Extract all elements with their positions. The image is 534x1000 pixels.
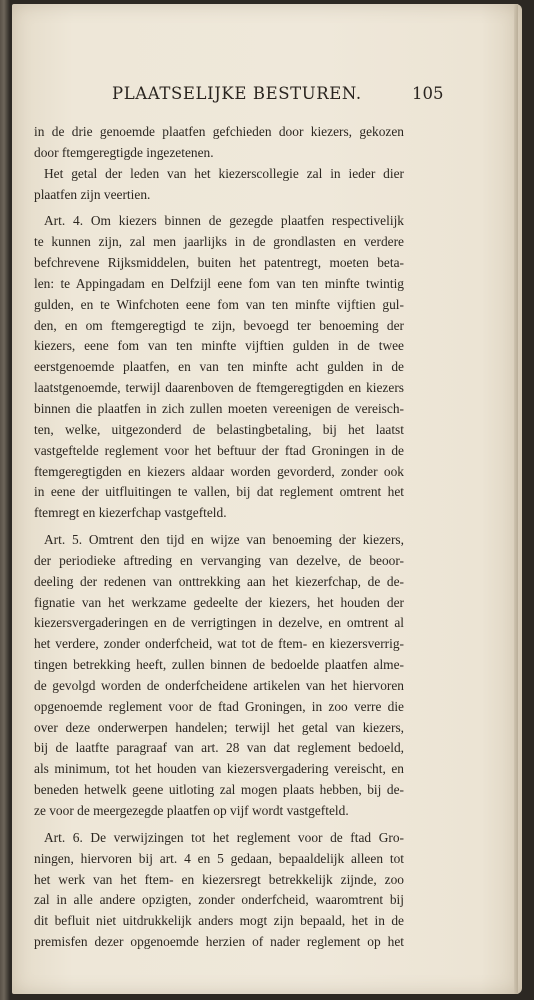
paragraph	[34, 211, 404, 524]
text-line: tingen betrekking heeft, zullen binnen de bedoelde plaatfen alme-	[34, 657, 404, 673]
text-line: fignatie van het werkzame gedeelte der kiezers, het houden der	[34, 594, 404, 610]
text-line: het werk van het ftem- en kiezersregt betrekkelijk zijnde, zoo	[34, 871, 404, 887]
text-line: opgenoemde reglement voor de ftad Groningen, in zoo verre die	[34, 698, 404, 714]
text-line: len: te Appingadam en Delfzijl eene fom van ten minfte twintig	[34, 275, 404, 291]
text-line: plaatfen zijn veertien.	[34, 186, 151, 202]
text-line: kiezers, eene fom van ten minfte vijftien gulden in de twee	[34, 338, 404, 354]
paragraph	[34, 164, 404, 206]
text-line: ftemgeregtigden en kiezers aldaar worden gevorderd, zonder ook	[34, 463, 404, 479]
running-title: PLAATSELIJKE BESTUREN.	[112, 84, 362, 103]
paragraph	[34, 530, 404, 822]
text-line: gulden, en te Winfchoten eene fom van ten minfte vijftien gul-	[34, 296, 404, 312]
text-line: de gevolgd worden de onderfcheidene artikelen van het hiervoren	[34, 677, 404, 693]
text-line: befchrevene Rijksmiddelen, buiten het patentregt, moeten beta-	[34, 255, 404, 271]
running-head	[12, 84, 522, 108]
book-page	[12, 4, 522, 994]
text-line: ten, welke, uitgezonderd de belastingbetaling, bij het laatst	[34, 421, 404, 437]
text-line: ftemregt en kiezerfchap vastgefteld.	[34, 505, 227, 521]
text-line: zal in alle andere opzigten, zonder onderfcheid, waaromtrent bij	[34, 892, 404, 908]
paragraph	[34, 122, 404, 164]
page-edge	[514, 4, 518, 994]
text-line: binnen die plaatfen in zich zullen moeten vereenigen de vereisch-	[34, 400, 404, 416]
text-line: over deze onderwerpen handelen; terwijl het getal van kiezers,	[34, 719, 404, 735]
text-line: ze voor de meergezegde plaatfen op vijf wordt vastgefteld.	[34, 803, 349, 818]
text-line: het verdere, zonder onderfcheid, wat tot de ftem- en kiezersverrig-	[34, 636, 404, 652]
text-line: der periodieke aftreding en vervanging van dezelve, de beoor-	[34, 552, 404, 568]
text-line: dit befluit niet uitdrukkelijk anders mogt zijn bepaald, het in de	[34, 913, 404, 929]
text-line: door ftemgeregtigde ingezetenen.	[34, 144, 214, 160]
text-line: beneden hetwelk geene uitloting zal mogen plaats hebben, bij de-	[34, 782, 404, 798]
text-line: in de drie genoemde plaatfen gefchieden door kiezers, gekozen	[34, 124, 404, 139]
text-line: bij de laatfte paragraaf van art. 28 van dat reglement bedoeld,	[34, 740, 404, 756]
paragraph	[34, 828, 404, 953]
text-line: laatstgenoemde, terwijl daarenboven de ftemgeregtigden en kiezers	[34, 380, 404, 396]
text-line: deeling der redenen van onttrekking aan het kiezerfchap, de de-	[34, 573, 404, 589]
page-number: 105	[412, 84, 444, 103]
text-line: ningen, hiervoren bij art. 4 en 5 gedaan, bepaaldelijk alleen tot	[34, 850, 404, 866]
text-line: kiezersvergaderingen en de verrigtingen in dezelve, en omtrent al	[34, 615, 404, 631]
text-line: te kunnen zijn, zal men jaarlijks in de grondlasten en verdere	[34, 234, 404, 250]
text-line: als minimum, tot het houden van kiezersvergadering vereischt, en	[34, 761, 404, 777]
text-line: in eene der uitfluitingen te vallen, bij dat reglement omtrent het	[34, 484, 404, 500]
text-line: vastgeftelde reglement voor het beftuur der ftad Groningen in de	[34, 442, 404, 458]
text-line: Het getal der leden van het kiezerscollegie zal in ieder dier	[44, 165, 404, 181]
text-line: Art. 5. Omtrent den tijd en wijze van benoeming der kiezers,	[44, 532, 404, 548]
body-text	[34, 122, 404, 953]
text-line: Art. 6. De verwijzingen tot het reglement voor de ftad Gro-	[44, 829, 404, 845]
text-line: den, en om ftemgeregtigd te zijn, bevoegd ter benoeming der	[34, 317, 404, 333]
text-line: premisfen dezer opgenoemde herzien of nader reglement op het	[34, 934, 404, 950]
text-line: Art. 4. Om kiezers binnen de gezegde plaatfen respectivelijk	[44, 213, 404, 229]
text-line: eerstgenoemde plaatfen, en van ten minfte acht gulden in de	[34, 359, 404, 375]
